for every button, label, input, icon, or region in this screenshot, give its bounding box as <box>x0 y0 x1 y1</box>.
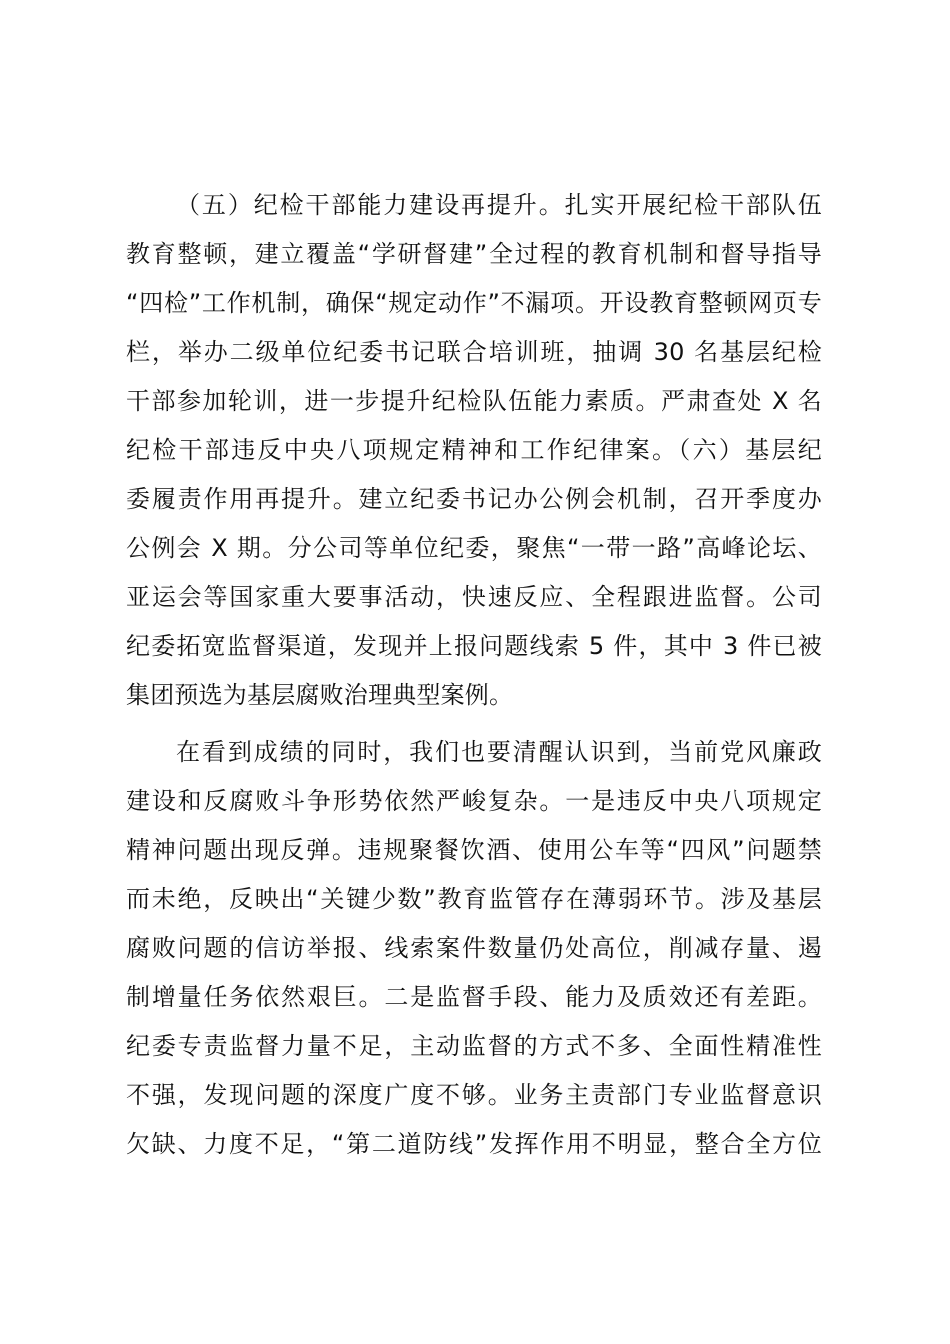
paragraph-line: 建设和反腐败斗争形势依然严峻复杂。一是违反中央八项规定 <box>126 787 822 815</box>
paragraph-line: 纪检干部违反中央八项规定精神和工作纪律案。（六）基层纪 <box>126 436 822 464</box>
paragraph-line: 纪委专责监督力量不足，主动监督的方式不多、全面性精准性 <box>126 1032 822 1060</box>
paragraph-line: 而未绝，反映出“关键少数”教育监管存在薄弱环节。涉及基层 <box>126 885 822 913</box>
paragraph-line: 集团预选为基层腐败治理典型案例。 <box>126 681 514 709</box>
paragraph-line: 不强，发现问题的深度广度不够。业务主责部门专业监督意识 <box>126 1081 822 1109</box>
paragraph-line: 公例会 X 期。分公司等单位纪委，聚焦“一带一路”高峰论坛、 <box>126 534 822 562</box>
paragraph-line: （五）纪检干部能力建设再提升。扎实开展纪检干部队伍 <box>176 191 822 219</box>
paragraph-line: 在看到成绩的同时，我们也要清醒认识到，当前党风廉政 <box>176 738 822 766</box>
paragraph-line: 制增量任务依然艰巨。二是监督手段、能力及质效还有差距。 <box>126 983 822 1011</box>
paragraph-line: “四检”工作机制，确保“规定动作”不漏项。开设教育整顿网页专 <box>126 289 822 317</box>
paragraph-line: 亚运会等国家重大要事活动，快速反应、全程跟进监督。公司 <box>126 583 822 611</box>
paragraph-line: 干部参加轮训，进一步提升纪检队伍能力素质。严肃查处 X 名 <box>126 387 822 415</box>
paragraph-line: 纪委拓宽监督渠道，发现并上报问题线索 5 件，其中 3 件已被 <box>126 632 822 660</box>
paragraph-line: 腐败问题的信访举报、线索案件数量仍处高位，削减存量、遏 <box>126 934 822 962</box>
paragraph-line: 欠缺、力度不足，“第二道防线”发挥作用不明显，整合全方位 <box>126 1130 822 1158</box>
paragraph-capability-building <box>126 181 822 720</box>
paragraph-line: 委履责作用再提升。建立纪委书记办公例会机制，召开季度办 <box>126 485 822 513</box>
paragraph-problems-analysis <box>126 728 822 1169</box>
paragraph-line: 栏，举办二级单位纪委书记联合培训班，抽调 30 名基层纪检 <box>126 338 822 366</box>
paragraph-line: 精神问题出现反弹。违规聚餐饮酒、使用公车等“四风”问题禁 <box>126 836 822 864</box>
paragraph-line: 教育整顿，建立覆盖“学研督建”全过程的教育机制和督导指导 <box>126 240 822 268</box>
